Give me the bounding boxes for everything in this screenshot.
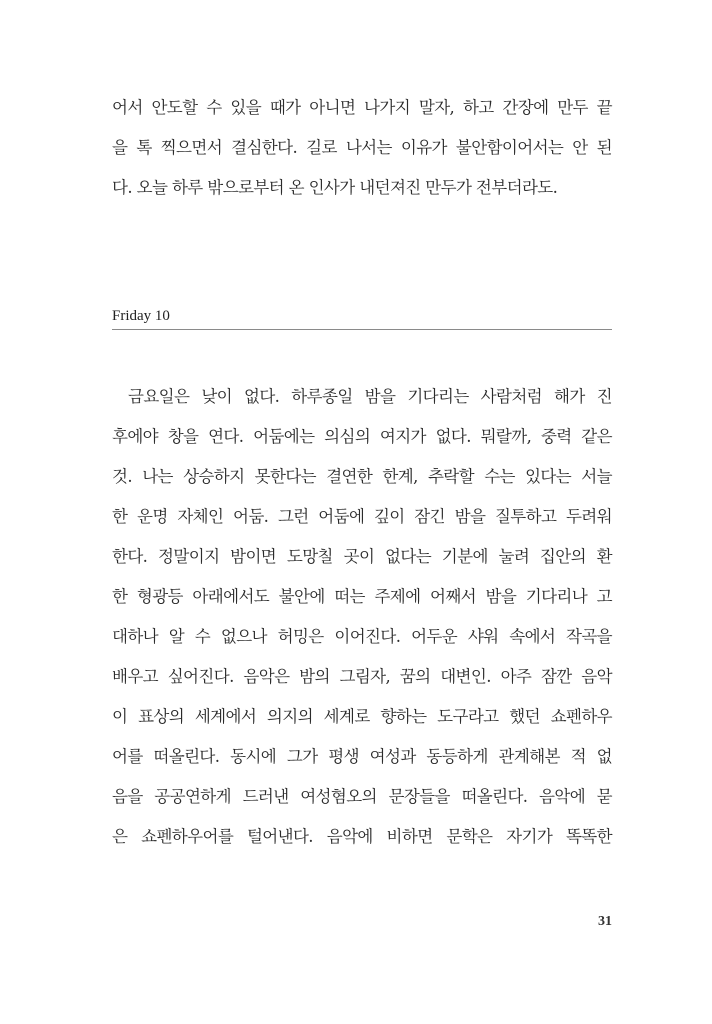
text-line: 대하나 알 수 없으나 허밍은 이어진다. 어두운 샤워 속에서 작곡을 xyxy=(112,627,612,646)
text-line: 한 운명 자체인 어둠. 그런 어둠에 깊이 잠긴 밤을 질투하고 두려워 xyxy=(112,507,612,526)
continued-paragraph xyxy=(112,88,612,208)
text-line: 한다. 정말이지 밤이면 도망칠 곳이 없다는 기분에 눌려 집안의 환 xyxy=(112,547,612,566)
text-line: 이 표상의 세계에서 의지의 세계로 향하는 도구라고 했던 쇼펜하우 xyxy=(112,707,612,726)
section-heading: Friday 10 xyxy=(112,308,170,324)
friday-paragraph xyxy=(112,377,612,857)
section-divider xyxy=(112,329,612,330)
text-line: 음을 공공연하게 드러낸 여성혐오의 문장들을 떠올린다. 음악에 묻 xyxy=(112,787,612,806)
text-line: 다. 오늘 하루 밖으로부터 온 인사가 내던져진 만두가 전부더라도. xyxy=(112,178,558,197)
page-number: 31 xyxy=(598,914,612,929)
text-line: 금요일은 낮이 없다. 하루종일 밤을 기다리는 사람처럼 해가 진 xyxy=(128,387,612,406)
text-line: 어서 안도할 수 있을 때가 아니면 나가지 말자, 하고 간장에 만두 끝 xyxy=(112,98,612,117)
text-line: 배우고 싶어진다. 음악은 밤의 그림자, 꿈의 대변인. 아주 잠깐 음악 xyxy=(112,667,612,686)
text-line: 을 톡 찍으면서 결심한다. 길로 나서는 이유가 불안함이어서는 안 된 xyxy=(112,138,612,157)
text-line: 어를 떠올린다. 동시에 그가 평생 여성과 동등하게 관계해본 적 없 xyxy=(112,747,612,766)
text-line: 한 형광등 아래에서도 불안에 떠는 주제에 어째서 밤을 기다리나 고 xyxy=(112,587,612,606)
text-line: 후에야 창을 연다. 어둠에는 의심의 여지가 없다. 뭐랄까, 중력 같은 xyxy=(112,427,612,446)
text-line: 은 쇼펜하우어를 털어낸다. 음악에 비하면 문학은 자기가 똑똑한 xyxy=(112,827,612,846)
text-line: 것. 나는 상승하지 못한다는 결연한 한계, 추락할 수는 있다는 서늘 xyxy=(112,467,612,486)
